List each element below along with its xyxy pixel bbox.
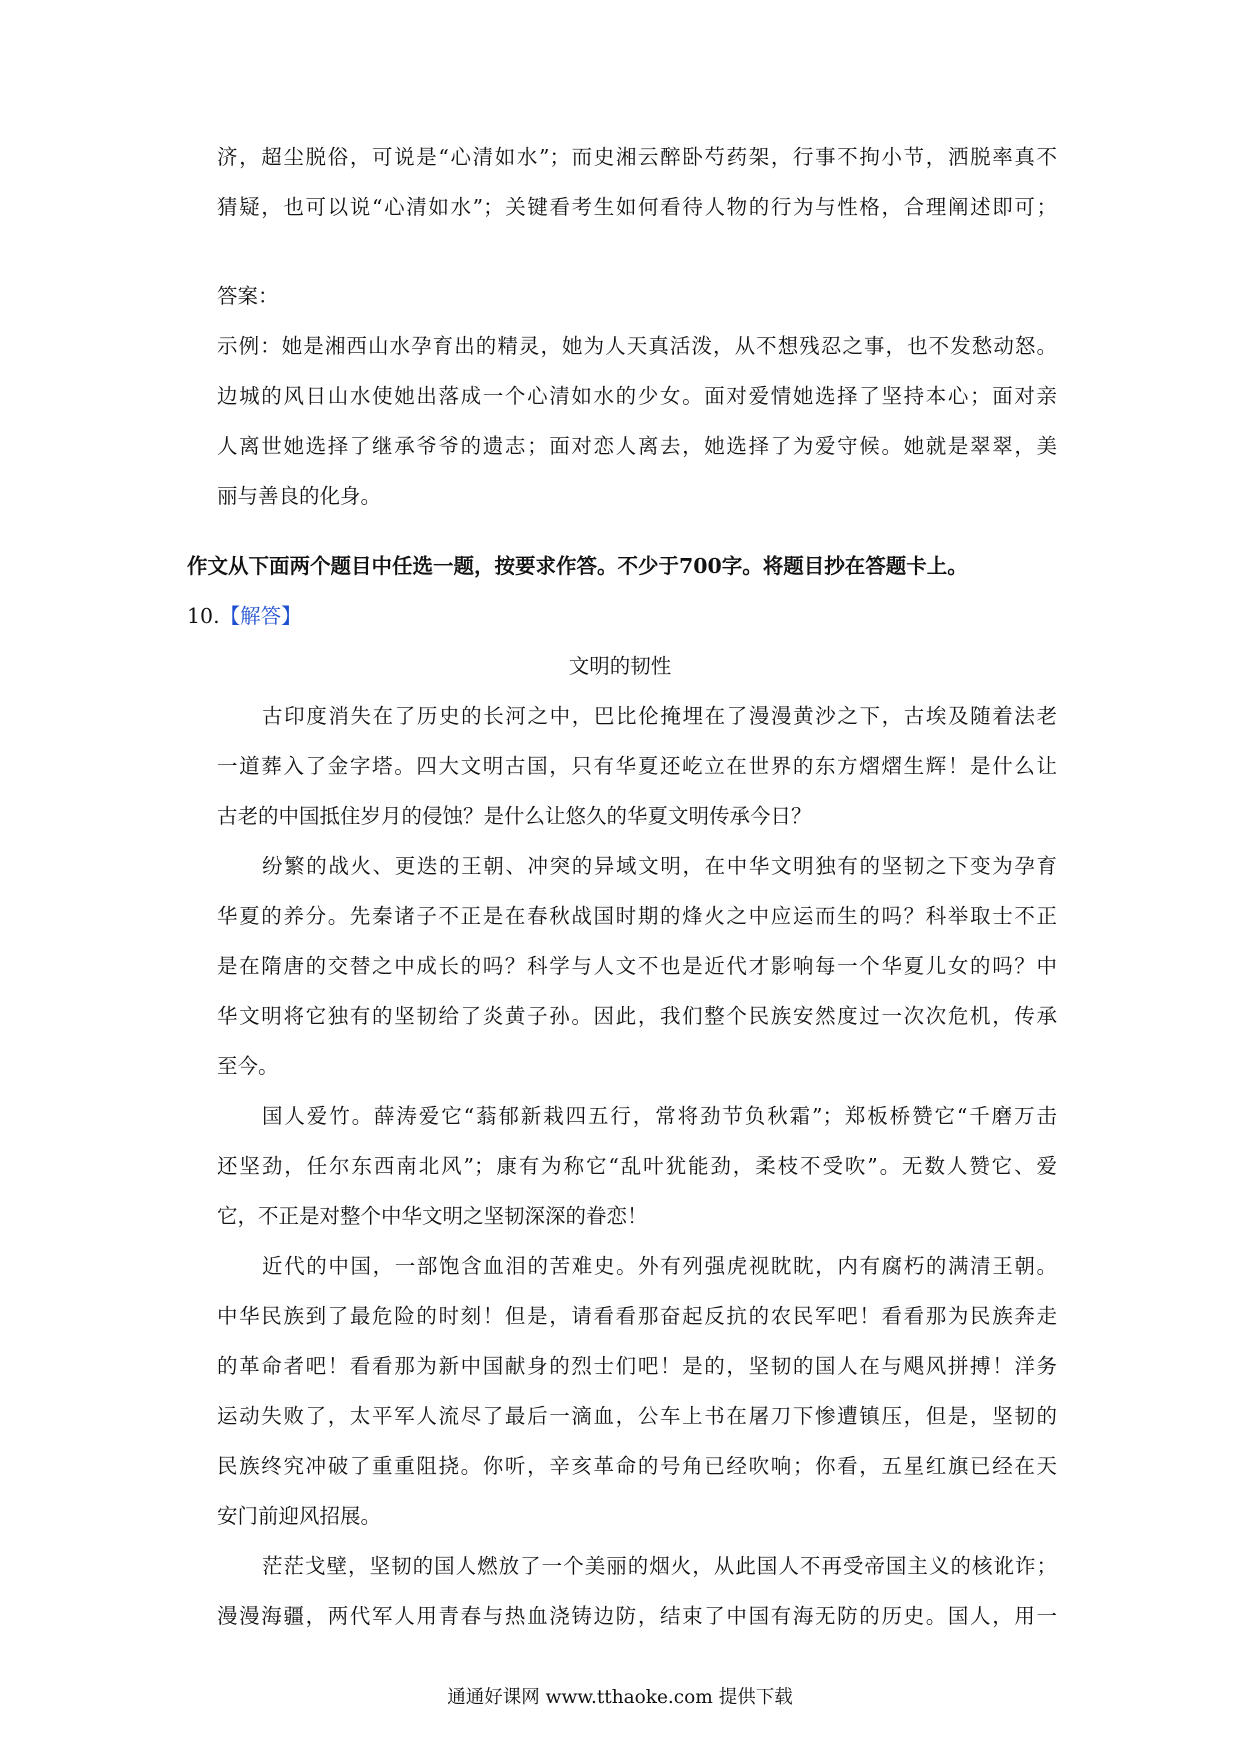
essay-line: 中华民族到了最危险的时刻！但是，请看看那奋起反抗的农民军吧！看看那为民族奔走 bbox=[217, 1304, 1057, 1328]
question-number bbox=[187, 596, 302, 636]
essay-line: 还坚劲，任尔东西南北风”；康有为称它“乱叶犹能劲，柔枝不受吹”。无数人赞它、爱 bbox=[217, 1154, 1057, 1178]
answer-line: 边城的风日山水使她出落成一个心清如水的少女。面对爱情她选择了坚持本心；面对亲 bbox=[217, 384, 1057, 408]
essay-line: 漫漫海疆，两代军人用青春与热血浇铸边防，结束了中国有海无防的历史。国人，用一 bbox=[217, 1604, 1057, 1628]
analysis-line: 济，超尘脱俗，可说是“心清如水”；而史湘云醉卧芍药架，行事不拘小节，洒脱率真不 bbox=[217, 145, 1057, 169]
answer-line: 丽与善良的化身。 bbox=[217, 484, 381, 508]
question-number-text: 10. bbox=[187, 604, 220, 628]
essay-line: 华文明将它独有的坚韧给了炎黄子孙。因此，我们整个民族安然度过一次次危机，传承 bbox=[217, 1004, 1057, 1028]
answer-line: 示例：她是湘西山水孕育出的精灵，她为人天真活泼，从不想残忍之事，也不发愁动怒。 bbox=[217, 334, 1057, 358]
essay-line: 的革命者吧！看看那为新中国献身的烈士们吧！是的，坚韧的国人在与飓风拼搏！洋务 bbox=[217, 1354, 1057, 1378]
essay-line: 近代的中国，一部饱含血泪的苦难史。外有列强虎视眈眈，内有腐朽的满清王朝。 bbox=[262, 1254, 1057, 1278]
essay-line: 古印度消失在了历史的长河之中，巴比伦掩埋在了漫漫黄沙之下，古埃及随着法老 bbox=[262, 704, 1057, 728]
essay-line: 茫茫戈壁，坚韧的国人燃放了一个美丽的烟火，从此国人不再受帝国主义的核讹诈； bbox=[262, 1554, 1057, 1578]
essay-line: 它，不正是对整个中华文明之坚韧深深的眷恋！ bbox=[217, 1204, 648, 1228]
answer-label: 答案： bbox=[217, 284, 279, 308]
essay-prompt: 作文从下面两个题目中任选一题，按要求作答。不少于700字。将题目抄在答题卡上。 bbox=[187, 554, 968, 578]
answer-line: 人离世她选择了继承爷爷的遗志；面对恋人离去，她选择了为爱守候。她就是翠翠，美 bbox=[217, 434, 1057, 458]
essay-line: 运动失败了，太平军人流尽了最后一滴血，公车上书在屠刀下惨遭镇压，但是，坚韧的 bbox=[217, 1404, 1057, 1428]
essay-line: 纷繁的战火、更迭的王朝、冲突的异域文明，在中华文明独有的坚韧之下变为孕育 bbox=[262, 854, 1057, 878]
essay-line: 古老的中国抵住岁月的侵蚀？是什么让悠久的华夏文明传承今日？ bbox=[217, 804, 812, 828]
answer-tag: 【解答】 bbox=[219, 604, 302, 628]
essay-line: 一道葬入了金字塔。四大文明古国，只有华夏还屹立在世界的东方熠熠生辉！是什么让 bbox=[217, 754, 1057, 778]
page-footer: 通通好课网 www.tthaoke.com 提供下载 bbox=[447, 1687, 793, 1708]
essay-line: 民族终究冲破了重重阻挠。你听，辛亥革命的号角已经吹响；你看，五星红旗已经在天 bbox=[217, 1454, 1057, 1478]
essay-line: 是在隋唐的交替之中成长的吗？科学与人文不也是近代才影响每一个华夏儿女的吗？中 bbox=[217, 954, 1057, 978]
essay-line: 安门前迎风招展。 bbox=[217, 1504, 381, 1528]
analysis-line: 猜疑，也可以说“心清如水”；关键看考生如何看待人物的行为与性格，合理阐述即可； bbox=[217, 195, 1057, 219]
essay-line: 至今。 bbox=[217, 1054, 279, 1078]
essay-line: 国人爱竹。薛涛爱它“蓊郁新栽四五行，常将劲节负秋霜”；郑板桥赞它“千磨万击 bbox=[262, 1104, 1057, 1128]
essay-title: 文明的韧性 bbox=[568, 654, 672, 678]
essay-line: 华夏的养分。先秦诸子不正是在春秋战国时期的烽火之中应运而生的吗？科举取士不正 bbox=[217, 904, 1057, 928]
